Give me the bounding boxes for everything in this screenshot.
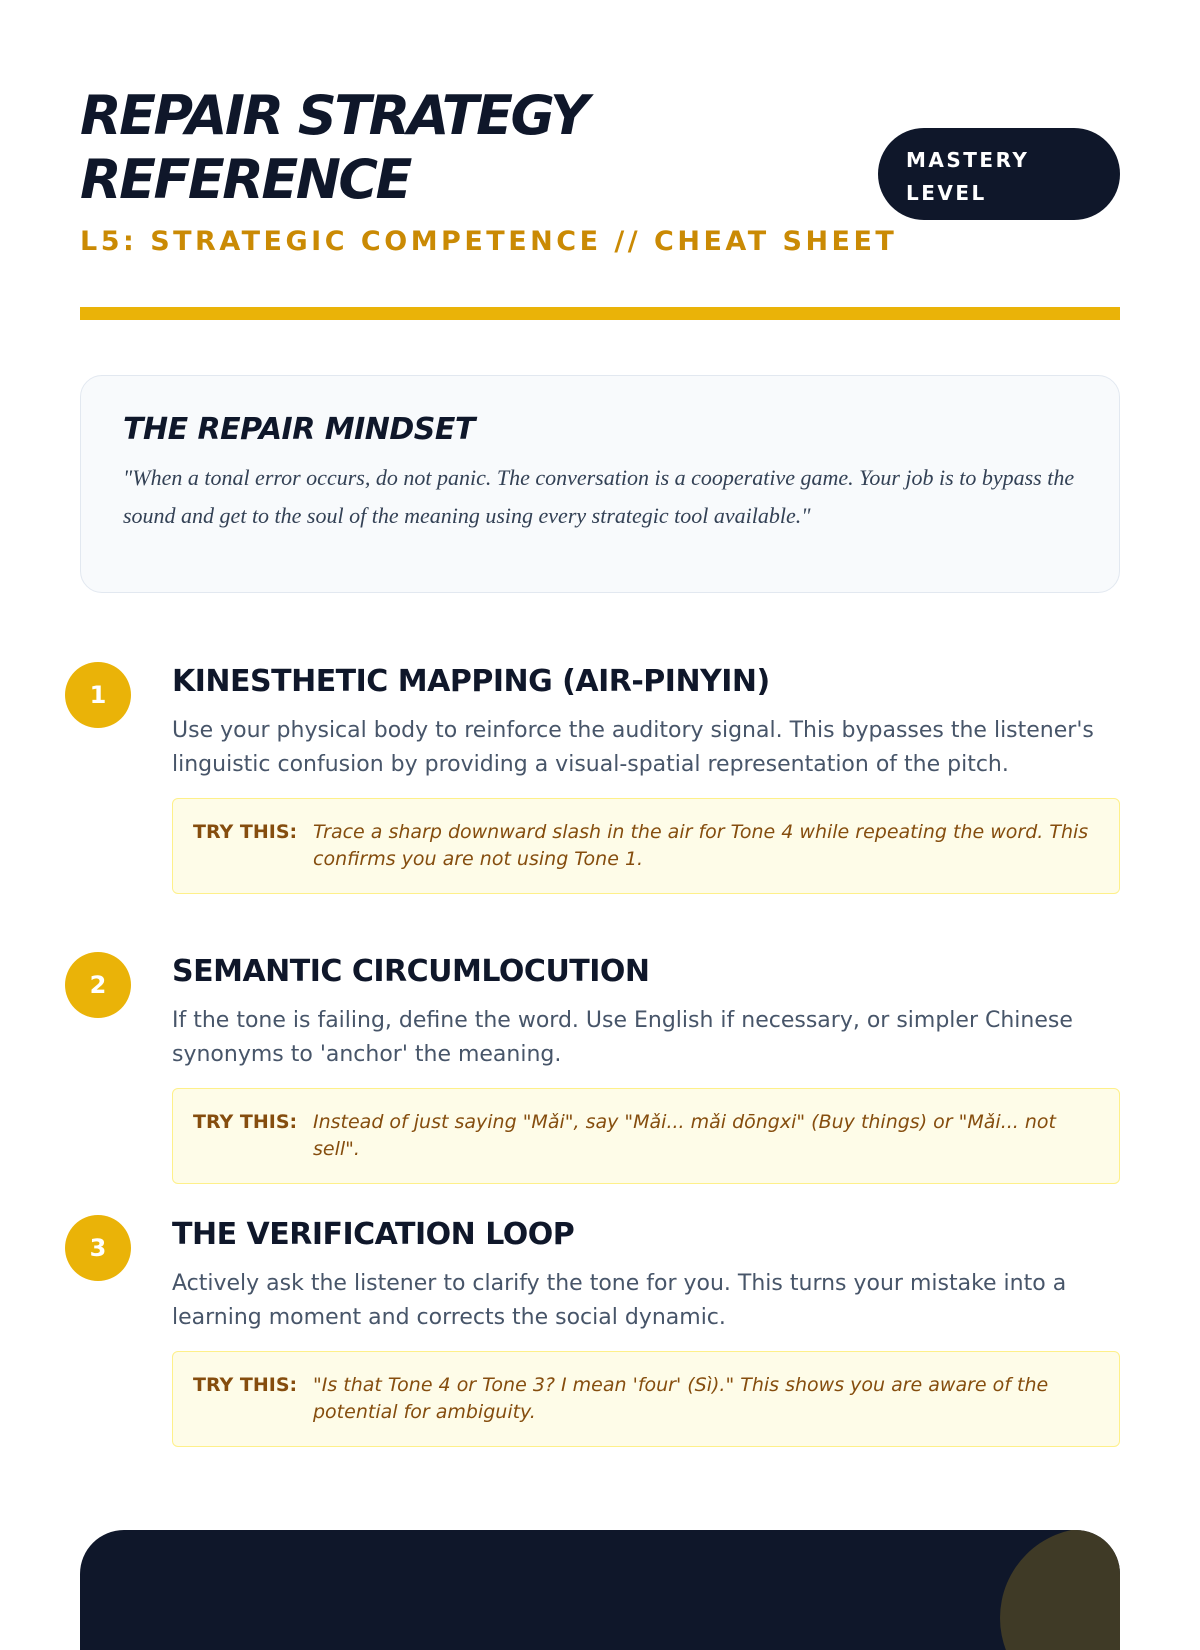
strategy-body [172,952,1120,1184]
try-this-label: TRY THIS: [193,821,298,843]
page-title: REPAIR STRATEGY REFERENCE [80,84,587,211]
try-this-text: Instead of just saying "Mǎi", say "Mǎi... mǎi dōngxi" (Buy things) or "Mǎi... not sell". [313,1111,1056,1160]
mindset-quote: "When a tonal error occurs, do not panic. The conversation is a cooperative game. Your job is to bypass the sound and get to the soul of the meaning using every strategic tool available." [123,465,1075,528]
header-divider [80,307,1120,320]
strategy-description: If the tone is failing, define the word. Use English if necessary, or simpler Chinese synonyms to 'anchor' the meaning. [172,1008,1073,1067]
try-this-text: Trace a sharp downward slash in the air for Tone 4 while repeating the word. This confirms you are not using Tone 1. [313,821,1089,870]
try-this-box [172,1088,1120,1184]
try-this-text: "Is that Tone 4 or Tone 3? I mean 'four' (Sì)." This shows you are aware of the potential for ambiguity. [313,1374,1049,1423]
step-number-badge: 2 [65,952,131,1018]
page-subtitle: L5: STRATEGIC COMPETENCE // CHEAT SHEET [80,226,898,257]
strategy-description: Actively ask the listener to clarify the tone for you. This turns your mistake into a learning moment and corrects the social dynamic. [172,1271,1067,1330]
strategy-title: KINESTHETIC MAPPING (AIR-PINYIN) [172,664,770,699]
mindset-title: THE REPAIR MINDSET [123,412,475,447]
cheat-sheet-page [80,0,1120,1600]
strategy-body [172,1215,1120,1447]
try-this-label: TRY THIS: [193,1111,298,1133]
try-this-label: TRY THIS: [193,1374,298,1396]
strategy-title: SEMANTIC CIRCUMLOCUTION [172,954,650,989]
try-this-box [172,798,1120,894]
strategy-description: Use your physical body to reinforce the auditory signal. This bypasses the listener's linguistic confusion by providing a visual-spatial representation of the pitch. [172,718,1094,777]
footer-block [80,1530,1120,1650]
decorative-circle [1000,1530,1120,1650]
step-number-badge: 3 [65,1215,131,1281]
mindset-card [80,375,1120,593]
try-this-box [172,1351,1120,1447]
mastery-level-badge: MASTERY LEVEL [878,128,1120,220]
strategy-title: THE VERIFICATION LOOP [172,1217,575,1252]
step-number-badge: 1 [65,662,131,728]
strategy-body [172,662,1120,894]
header [80,84,1120,324]
